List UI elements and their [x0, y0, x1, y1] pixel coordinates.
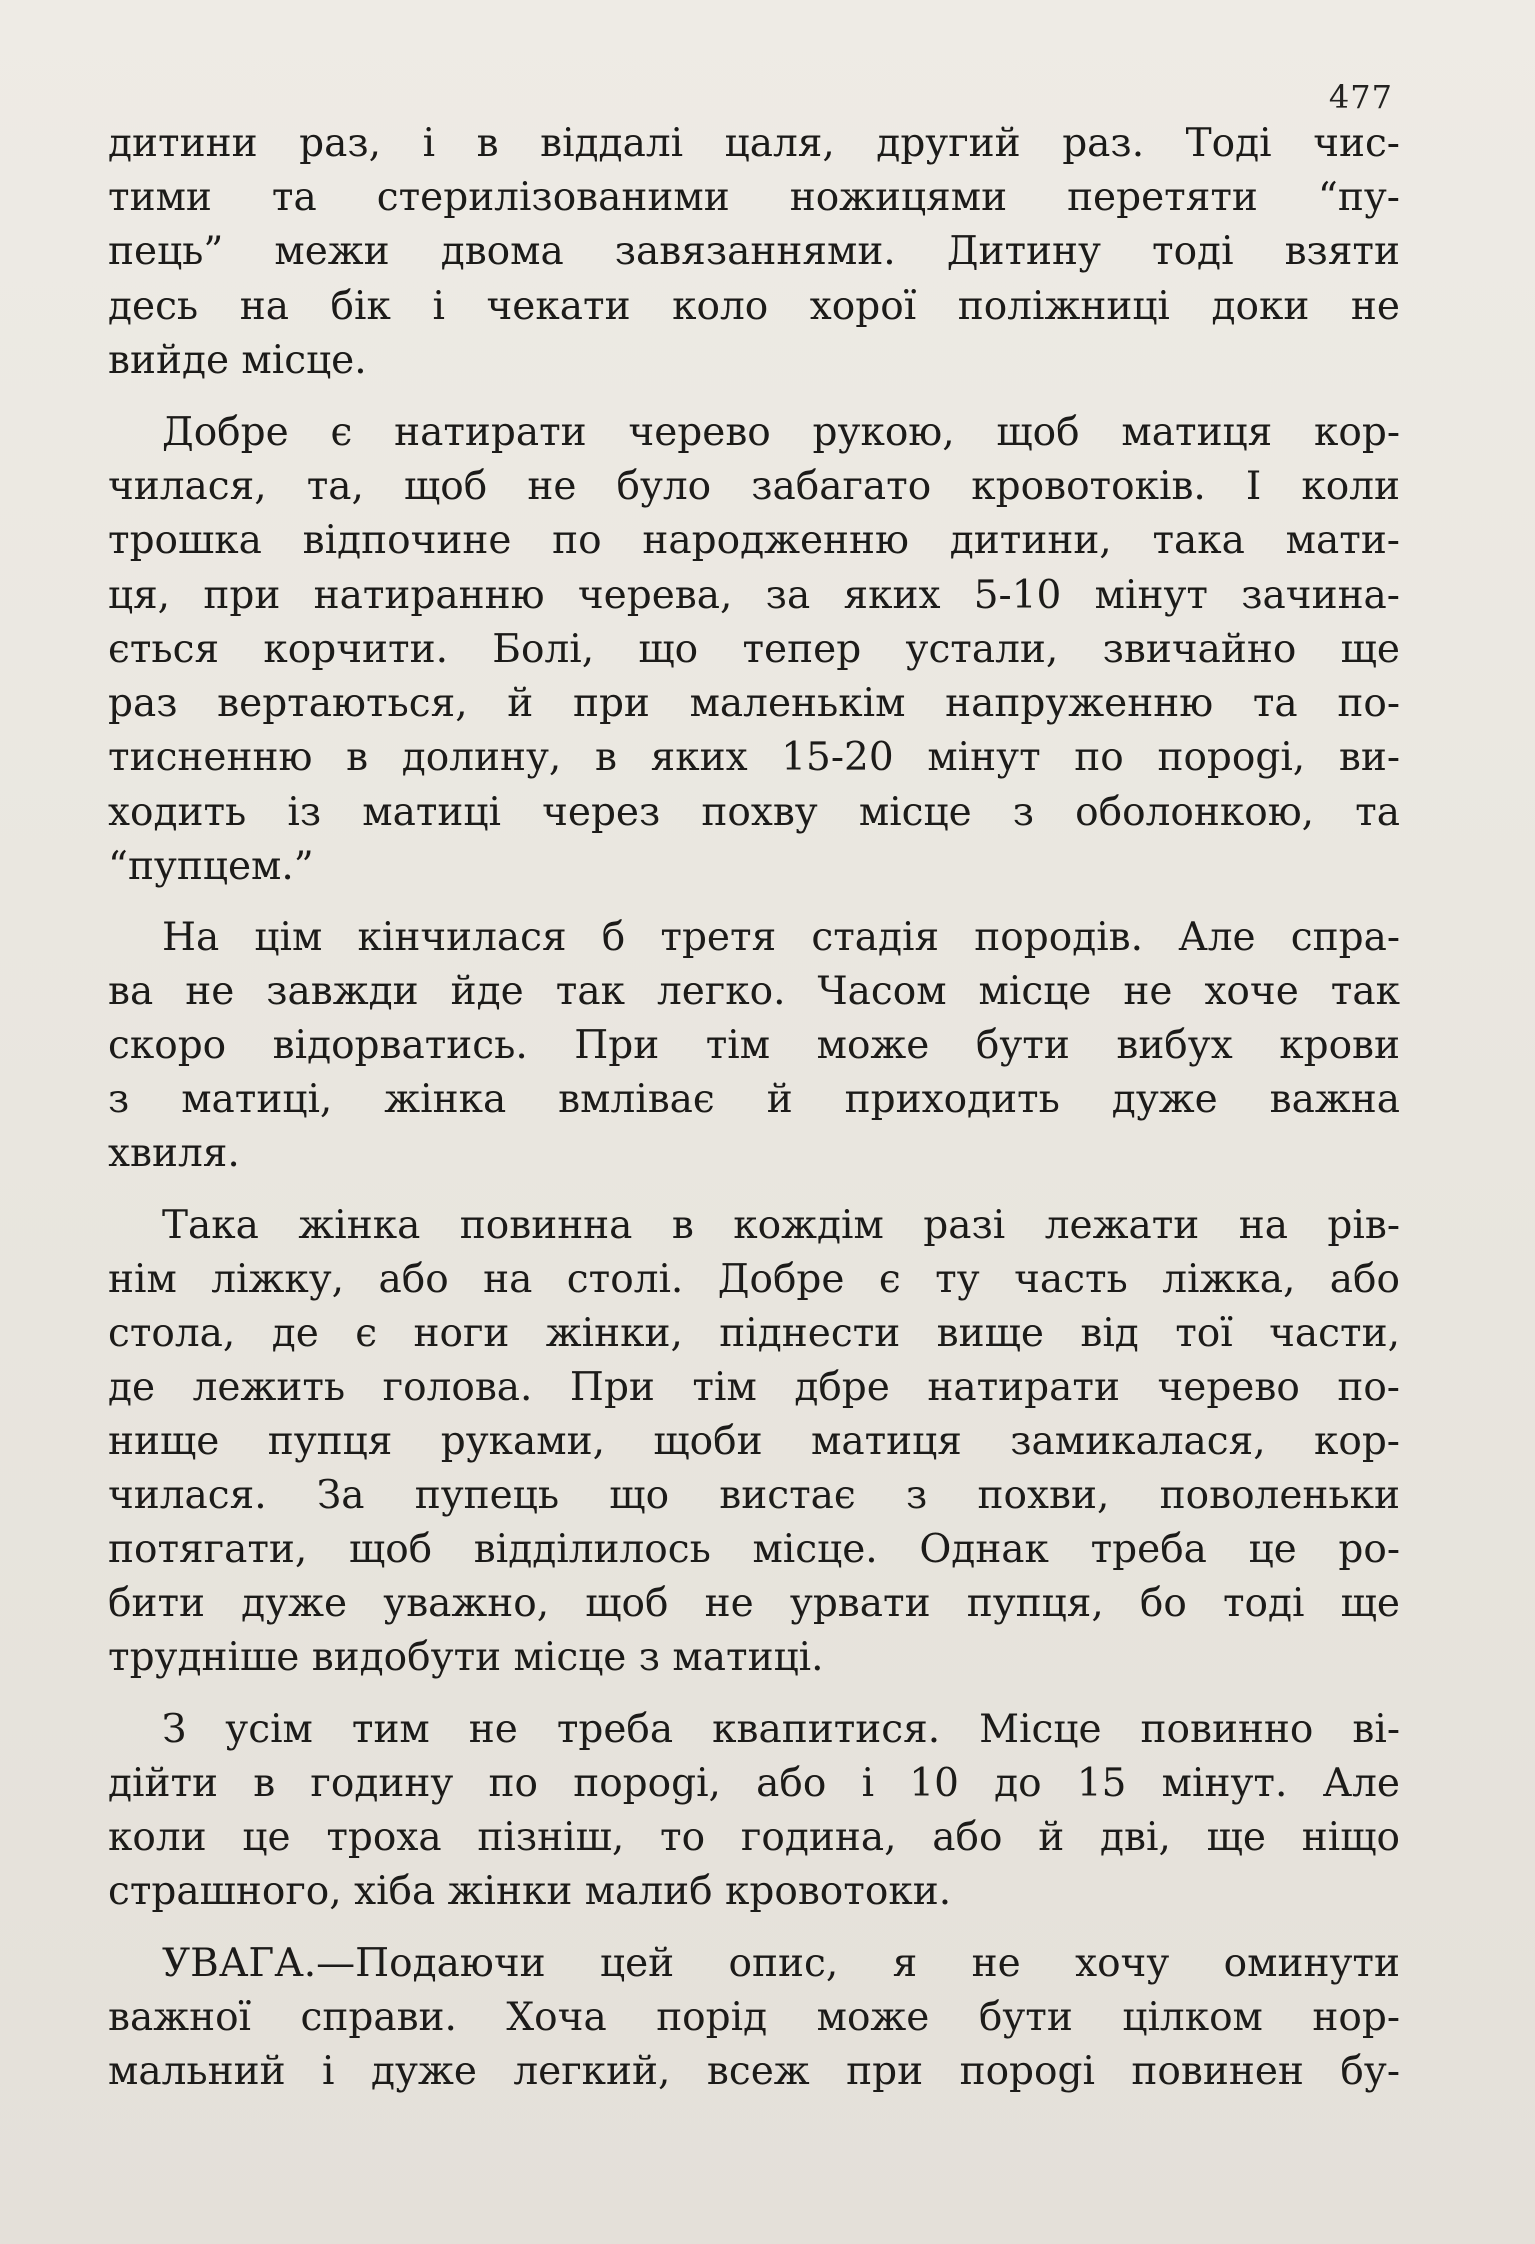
page-number: 477: [1328, 78, 1393, 116]
text-line: вийде місце.: [108, 338, 367, 383]
text-line: страшного, хіба жінки малиб кровотоки.: [108, 1869, 952, 1914]
text-line: скоро відорватись. При тім може бути вибух крови: [108, 1023, 1400, 1068]
text-line: нище пупця руками, щоби матиця замикалася, кор-: [108, 1419, 1400, 1464]
text-line: Добре є натирати черево рукою, щоб матиця кор-: [162, 410, 1400, 455]
text-line: Така жінка повинна в кождім разі лежати на рів-: [162, 1203, 1400, 1248]
text-line: нім ліжку, або на столі. Добре є ту часть ліжка, або: [108, 1257, 1400, 1302]
text-line: пець” межи двома завязаннями. Дитину тоді взяти: [108, 229, 1400, 274]
text-line: ця, при натиранню черева, за яких 5-10 мінут зачина-: [108, 573, 1400, 618]
text-line: раз вертаються, й при маленькім напруженню та по-: [108, 681, 1400, 726]
text-line: тисненню в долину, в яких 15-20 мінут по пороgі, ви-: [108, 735, 1400, 780]
text-line: потягати, щоб відділилось місце. Однак треба це ро-: [108, 1527, 1400, 1572]
text-line: дійти в годину по пороgі, або і 10 до 15 мінут. Але: [108, 1761, 1400, 1806]
text-line: УВАГА.—Подаючи цей опис, я не хочу оминути: [162, 1941, 1400, 1986]
text-line: важної справи. Хоча порід може бути цілком нор-: [108, 1995, 1400, 2040]
text-line: десь на бік і чекати коло хорої поліжниці доки не: [108, 284, 1400, 329]
text-line: трошка відпочине по народженню дитини, така мати-: [108, 518, 1400, 563]
text-line: бити дуже уважно, щоб не урвати пупця, бо тоді ще: [108, 1581, 1400, 1626]
text-line: ходить із матиці через похву місце з оболонкою, та: [108, 790, 1400, 835]
text-line: ва не завжди йде так легко. Часом місце не хоче так: [108, 969, 1400, 1014]
text-line: трудніше видобути місце з матиці.: [108, 1635, 824, 1680]
text-line: “пупцем.”: [108, 844, 314, 889]
text-line: з матиці, жінка вмліває й приходить дуже важна: [108, 1077, 1400, 1122]
text-line: коли це троха пізніш, то година, або й дві, ще ніщо: [108, 1815, 1400, 1860]
text-line: де лежить голова. При тім дбре натирати черево по-: [108, 1365, 1400, 1410]
text-line: хвиля.: [108, 1131, 240, 1176]
text-line: дитини раз, і в віддалі цаля, другий раз. Тоді чис-: [108, 121, 1400, 166]
text-line: чилася, та, щоб не було забагато кровотоків. І коли: [108, 464, 1400, 509]
text-line: стола, де є ноги жінки, піднести вище від тої части,: [108, 1311, 1400, 1356]
text-line: чилася. За пупець що вистає з похви, поволеньки: [108, 1473, 1400, 1518]
text-line: На цім кінчилася б третя стадія породів. Але спра-: [162, 915, 1400, 960]
text-line: З усім тим не треба квапитися. Місце повинно ві-: [162, 1707, 1400, 1752]
text-line: ється корчити. Болі, що тепер устали, звичайно ще: [108, 627, 1400, 672]
text-line: мальний і дуже легкий, всеж при пороgі повинен бу-: [108, 2049, 1400, 2094]
text-line: тими та стерилізованими ножицями перетяти “пу-: [108, 175, 1400, 220]
